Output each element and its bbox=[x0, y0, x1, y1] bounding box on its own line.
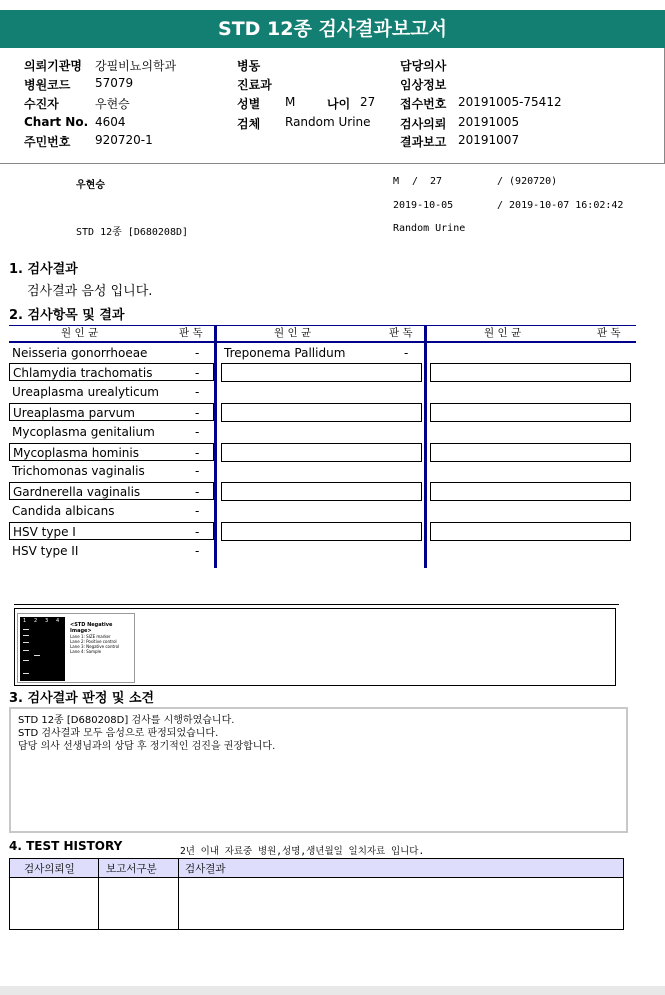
pathogen-result: - bbox=[195, 525, 200, 539]
history-table bbox=[9, 858, 624, 930]
history-col-divider bbox=[98, 859, 99, 929]
pathogen-result: - bbox=[195, 366, 200, 380]
history-col-report-type: 보고서구분 bbox=[106, 863, 157, 875]
lane-label: 1 bbox=[23, 618, 27, 624]
summary-request-date: 2019-10-05 bbox=[393, 200, 454, 211]
pathogen-name: Chlamydia trachomatis bbox=[13, 366, 153, 380]
pathogen-name: Mycoplasma genitalium bbox=[12, 425, 155, 439]
table-row bbox=[9, 482, 214, 500]
history-col-divider bbox=[178, 859, 179, 929]
pathogen-result: - bbox=[195, 544, 200, 558]
gel-top-line bbox=[14, 604, 619, 605]
empty-cell bbox=[430, 522, 631, 541]
col1-pathogen-header: 원 인 균 bbox=[61, 327, 99, 339]
pathogen-result: - bbox=[195, 425, 200, 439]
col3-pathogen-header: 원 인 균 bbox=[484, 327, 522, 339]
report-date-label: 결과보고 bbox=[400, 135, 447, 149]
table-row bbox=[9, 344, 214, 362]
specimen-value: Random Urine bbox=[285, 115, 371, 129]
institution-label: 의뢰기관명 bbox=[24, 59, 82, 73]
rrn-value: 920720-1 bbox=[95, 133, 153, 147]
institution-value: 강필비뇨의학과 bbox=[95, 59, 177, 73]
gel-band bbox=[23, 635, 29, 636]
opinion-line: STD 검사결과 모두 음성으로 판정되었습니다. bbox=[18, 728, 219, 739]
sex-value: M bbox=[285, 95, 296, 109]
gel-photo bbox=[20, 617, 65, 681]
empty-cell bbox=[430, 403, 631, 422]
pathogen-name: Gardnerella vaginalis bbox=[13, 485, 141, 499]
results-table bbox=[9, 325, 636, 568]
table-divider-2 bbox=[424, 325, 427, 568]
col2-pathogen-header: 원 인 균 bbox=[274, 327, 312, 339]
gel-caption-line: Lane 4: Sample bbox=[70, 649, 102, 654]
patient-label: 수진자 bbox=[24, 97, 59, 111]
pathogen-result: - bbox=[195, 504, 200, 518]
gel-caption-title: <STD Negative Image> bbox=[70, 622, 113, 634]
opinion-line: 담당 의사 선생님과의 상담 후 정기적인 검진을 권장합니다. bbox=[18, 741, 276, 752]
empty-cell bbox=[221, 363, 422, 382]
empty-cell bbox=[430, 443, 631, 462]
empty-cell bbox=[221, 522, 422, 541]
pathogen-name: HSV type I bbox=[13, 525, 76, 539]
gel-band bbox=[23, 642, 29, 643]
gel-band bbox=[23, 629, 29, 630]
summary-age: 27 bbox=[430, 176, 443, 187]
empty-cell bbox=[221, 443, 422, 462]
report-date-value: 20191007 bbox=[458, 133, 520, 147]
gel-band bbox=[23, 660, 29, 661]
empty-cell bbox=[221, 482, 422, 501]
receipt-label: 접수번호 bbox=[400, 97, 447, 111]
summary-sex: M bbox=[393, 176, 400, 187]
patient-value: 우현승 bbox=[95, 97, 130, 111]
doctor-label: 담당의사 bbox=[400, 59, 447, 73]
gel-image bbox=[17, 613, 135, 683]
col2-result-header: 판 독 bbox=[389, 327, 413, 339]
history-header-row bbox=[10, 859, 623, 878]
table-row bbox=[224, 344, 419, 362]
gel-caption-line: Lane 2: Positive control bbox=[70, 639, 117, 644]
lane-label: 2 bbox=[34, 618, 38, 624]
age-label: 나이 bbox=[327, 97, 351, 111]
opinion-line: STD 12종 [D680208D] 검사를 시행하였습니다. bbox=[18, 715, 235, 726]
gel-caption-line: Lane 1: SIZE marker bbox=[70, 634, 111, 639]
page-footer bbox=[0, 986, 665, 995]
pathogen-result: - bbox=[195, 406, 200, 420]
col1-result-header: 판 독 bbox=[179, 327, 203, 339]
section-1-result-text: 검사결과 음성 입니다. bbox=[27, 284, 153, 299]
history-col-result: 검사결과 bbox=[185, 863, 226, 875]
pathogen-result: - bbox=[195, 446, 200, 460]
report-title: STD 12종 검사결과보고서 bbox=[0, 10, 665, 48]
clinical-label: 임상정보 bbox=[400, 78, 447, 92]
summary-report-datetime: / 2019-10-07 16:02:42 bbox=[497, 200, 624, 211]
lane-label: 3 bbox=[45, 618, 49, 624]
request-value: 20191005 bbox=[458, 115, 520, 129]
pathogen-name: HSV type II bbox=[12, 544, 79, 558]
pathogen-name: Ureaplasma parvum bbox=[13, 406, 135, 420]
gel-caption bbox=[70, 634, 119, 654]
summary-sep: / bbox=[412, 176, 419, 187]
receipt-value: 20191005-75412 bbox=[458, 95, 562, 109]
table-row bbox=[9, 423, 214, 441]
table-row bbox=[9, 522, 214, 540]
pathogen-result: - bbox=[404, 346, 409, 360]
request-label: 검사의뢰 bbox=[400, 117, 447, 131]
section-1-title: 1. 검사결과 bbox=[9, 262, 78, 277]
gel-band bbox=[23, 673, 29, 674]
pathogen-name: Treponema Pallidum bbox=[224, 346, 346, 360]
empty-cell bbox=[430, 482, 631, 501]
pathogen-result: - bbox=[195, 464, 200, 478]
pathogen-name: Trichomonas vaginalis bbox=[12, 464, 145, 478]
history-note: 2년 이내 자료중 병원,성명,생년월일 일치자료 입니다. bbox=[180, 846, 425, 857]
empty-cell bbox=[221, 403, 422, 422]
gel-band bbox=[23, 650, 29, 651]
specimen-label: 검체 bbox=[237, 117, 261, 131]
pathogen-result: - bbox=[195, 385, 200, 399]
ward-label: 병동 bbox=[237, 59, 261, 73]
pathogen-name: Ureaplasma urealyticum bbox=[12, 385, 159, 399]
pathogen-result: - bbox=[195, 346, 200, 360]
table-row bbox=[9, 542, 214, 560]
pathogen-name: Neisseria gonorrhoeae bbox=[12, 346, 148, 360]
table-row bbox=[9, 443, 214, 461]
table-top-line bbox=[9, 325, 636, 326]
summary-name: 우현승 bbox=[76, 180, 105, 191]
chart-label: Chart No. bbox=[24, 115, 89, 129]
opinion-box bbox=[9, 707, 628, 833]
age-value: 27 bbox=[360, 95, 376, 109]
summary-test-name: STD 12종 [D680208D] bbox=[76, 227, 189, 238]
table-row bbox=[9, 403, 214, 421]
table-row bbox=[9, 462, 214, 480]
section-2-title: 2. 검사항목 및 결과 bbox=[9, 308, 125, 323]
table-divider-1 bbox=[214, 325, 217, 568]
table-row bbox=[9, 363, 214, 381]
pathogen-name: Mycoplasma hominis bbox=[13, 446, 139, 460]
hospital-code-label: 병원코드 bbox=[24, 78, 71, 92]
history-col-request-date: 검사의뢰일 bbox=[24, 863, 75, 875]
hospital-code-value: 57079 bbox=[95, 76, 134, 90]
rrn-label: 주민번호 bbox=[24, 135, 71, 149]
col3-result-header: 판 독 bbox=[597, 327, 621, 339]
lane-label: 4 bbox=[56, 618, 60, 624]
section-4-title: 4. TEST HISTORY bbox=[9, 839, 123, 853]
gel-image-frame bbox=[14, 608, 616, 686]
pathogen-name: Candida albicans bbox=[12, 504, 115, 518]
section-3-title: 3. 검사결과 판정 및 소견 bbox=[9, 691, 155, 706]
summary-specimen: Random Urine bbox=[393, 223, 466, 234]
dept-label: 진료과 bbox=[237, 78, 272, 92]
gel-band bbox=[34, 655, 40, 656]
table-row bbox=[9, 502, 214, 520]
table-row bbox=[9, 383, 214, 401]
summary-birth: / (920720) bbox=[497, 176, 558, 187]
pathogen-result: - bbox=[195, 485, 200, 499]
sex-label: 성별 bbox=[237, 97, 261, 111]
chart-value: 4604 bbox=[95, 115, 126, 129]
table-header-line bbox=[9, 341, 636, 343]
gel-caption-line: Lane 3: Negative control bbox=[70, 644, 120, 649]
empty-cell bbox=[430, 363, 631, 382]
